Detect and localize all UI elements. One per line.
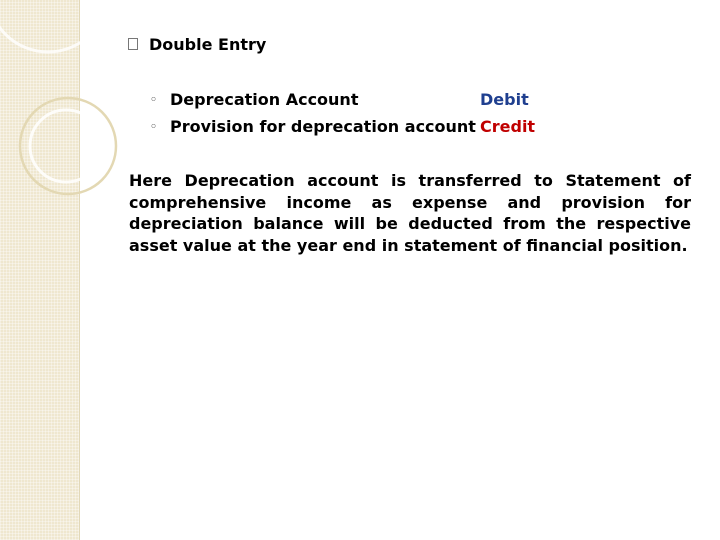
square-bullet-icon bbox=[128, 38, 138, 50]
entry-row-credit bbox=[150, 115, 476, 139]
entry-side-credit: Credit bbox=[480, 117, 536, 136]
entry-account-label: Provision for deprecation account bbox=[170, 117, 476, 136]
ring-bullet-icon: ◦ bbox=[150, 120, 158, 133]
ring-bullet-icon: ◦ bbox=[150, 93, 158, 106]
slide-heading: Double Entry bbox=[149, 35, 267, 54]
entry-account-label: Deprecation Account bbox=[170, 90, 359, 109]
entry-side-debit: Debit bbox=[480, 90, 529, 109]
entry-row-debit bbox=[150, 88, 358, 112]
explanation-paragraph: Here Deprecation account is transferred to Statement of comprehensive income as expense and provision for depreciation balance will be deducted from the respective asset value at the year end in statement of financial position. bbox=[129, 171, 691, 255]
